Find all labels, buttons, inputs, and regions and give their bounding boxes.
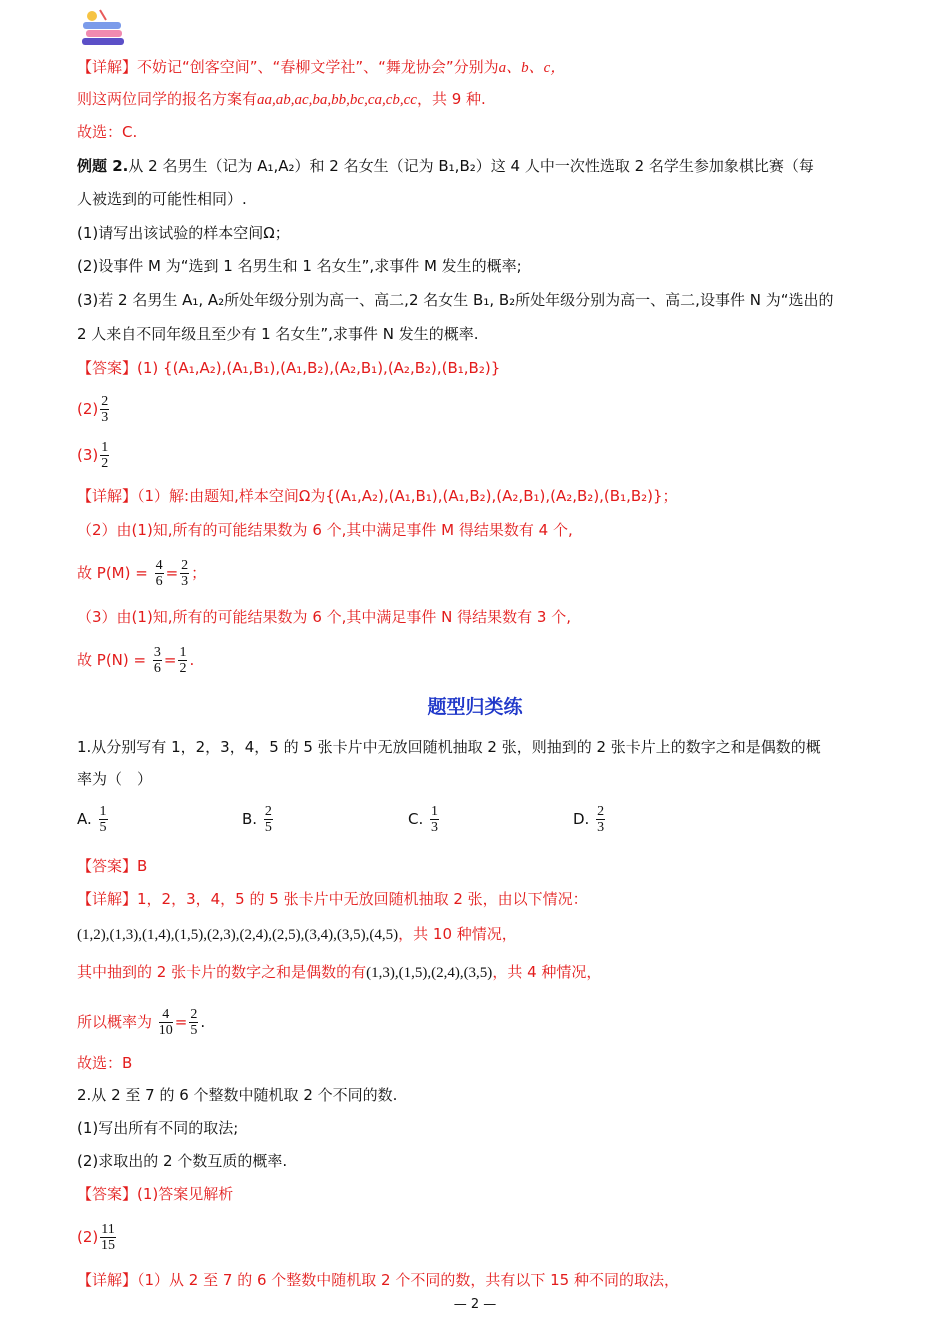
ex1-answer: 故选：C.: [77, 123, 138, 141]
ex2-detail5: 故 P(N) = $\frac{3}{6}$ = $\frac{1}{2}$ .: [77, 645, 195, 676]
ex2-answer3: (3) $\frac{1}{2}$: [77, 440, 109, 471]
q1-detail4: 所以概率为 $\frac{4}{10}$ = $\frac{2}{5}$ .: [77, 1007, 206, 1038]
q1-final-answer: 故选：B: [77, 1054, 133, 1072]
q1-option-a[interactable]: A. $\frac{1}{5}$: [77, 804, 107, 835]
ex2-detail3: 故 P(M) = $\frac{4}{6}$ = $\frac{2}{3}$ ；: [77, 558, 207, 589]
q2-part1: (1)写出所有不同的取法;: [77, 1119, 239, 1137]
q2-text1: 2.从 2 至 7 的 6 个整数中随机取 2 个不同的数.: [77, 1086, 398, 1104]
q1-answer: 【答案】B: [77, 857, 148, 875]
q1-option-c[interactable]: C. $\frac{1}{3}$: [408, 804, 439, 835]
q1-option-b[interactable]: B. $\frac{2}{5}$: [242, 804, 272, 835]
ex1-detail: 【详解】不妨记“创客空间”、“春柳文学社”、“舞龙协会”分别为a、b、c，: [77, 58, 566, 76]
q1-text2: 率为（ ）: [77, 770, 153, 788]
ex2-detail2: （2）由(1)知,所有的可能结果数为 6 个,其中满足事件 M 得结果数有 4 个,: [77, 521, 573, 539]
ex2-part2: (2)设事件 M 为“选到 1 名男生和 1 名女生”,求事件 M 发生的概率;: [77, 257, 522, 275]
q1-text1: 1.从分别写有 1，2，3，4，5 的 5 张卡片中无放回随机抽取 2 张，则抽到的 2 张卡片上的数字之和是偶数的概: [77, 738, 821, 756]
ex2-detail1: 【详解】（1）解:由题知,样本空间Ω为{(A₁,A₂),(A₁,B₁),(A₁,B₂),(A₂,B₁),(A₂,B₂),(B₁,B₂)}；: [77, 487, 678, 505]
ex2-part3b: 2 人来自不同年级且至少有 1 名女生”,求事件 N 发生的概率.: [77, 325, 479, 343]
ex2-answer2: (2) $\frac{2}{3}$: [77, 394, 109, 425]
ex2-detail4: （3）由(1)知,所有的可能结果数为 6 个,其中满足事件 N 得结果数有 3 个,: [77, 608, 572, 626]
books-icon: [80, 8, 128, 50]
ex2-part3a: (3)若 2 名男生 A₁, A₂所处年级分别为高一、高二,2 名女生 B₁, B₂所处年级分别为高一、高二,设事件 N 为“选出的: [77, 291, 834, 309]
q2-answer2: (2) $\frac{11}{15}$: [77, 1222, 115, 1253]
q1-detail3: 其中抽到的 2 张卡片的数字之和是偶数的有(1,3),(1,5),(2,4),(3,5)，共 4 种情况，: [77, 963, 602, 981]
q2-detail1: 【详解】（1）从 2 至 7 的 6 个整数中随机取 2 个不同的数，共有以下 15 种不同的取法，: [77, 1271, 679, 1289]
q1-option-d[interactable]: D. $\frac{2}{3}$: [573, 804, 605, 835]
ex2-answer1: 【答案】(1) {(A₁,A₂),(A₁,B₁),(A₁,B₂),(A₂,B₁),(A₂,B₂),(B₁,B₂)}: [77, 359, 501, 377]
q2-answer1: 【答案】(1)答案见解析: [77, 1185, 234, 1203]
q1-detail2: (1,2),(1,3),(1,4),(1,5),(2,3),(2,4),(2,5),(3,4),(3,5),(4,5)，共 10 种情况，: [77, 925, 517, 943]
ex2-question-line1: 例题 2.从 2 名男生（记为 A₁,A₂）和 2 名女生（记为 B₁,B₂）这 4 人中一次性选取 2 名学生参加象棋比赛（每: [77, 157, 814, 175]
ex2-part1: (1)请写出该试验的样本空间Ω；: [77, 224, 290, 242]
q2-part2: (2)求取出的 2 个数互质的概率.: [77, 1152, 288, 1170]
section-title: 题型归类练: [427, 696, 523, 718]
ex2-question-line2: 人被选到的可能性相同）.: [77, 190, 247, 208]
q1-detail1: 【详解】1，2，3，4，5 的 5 张卡片中无放回随机抽取 2 张，由以下情况：: [77, 890, 588, 908]
page-number: — 2 —: [453, 1297, 497, 1312]
ex1-line2: 则这两位同学的报名方案有aa,ab,ac,ba,bb,bc,ca,cb,cc，共 9 种.: [77, 90, 486, 108]
